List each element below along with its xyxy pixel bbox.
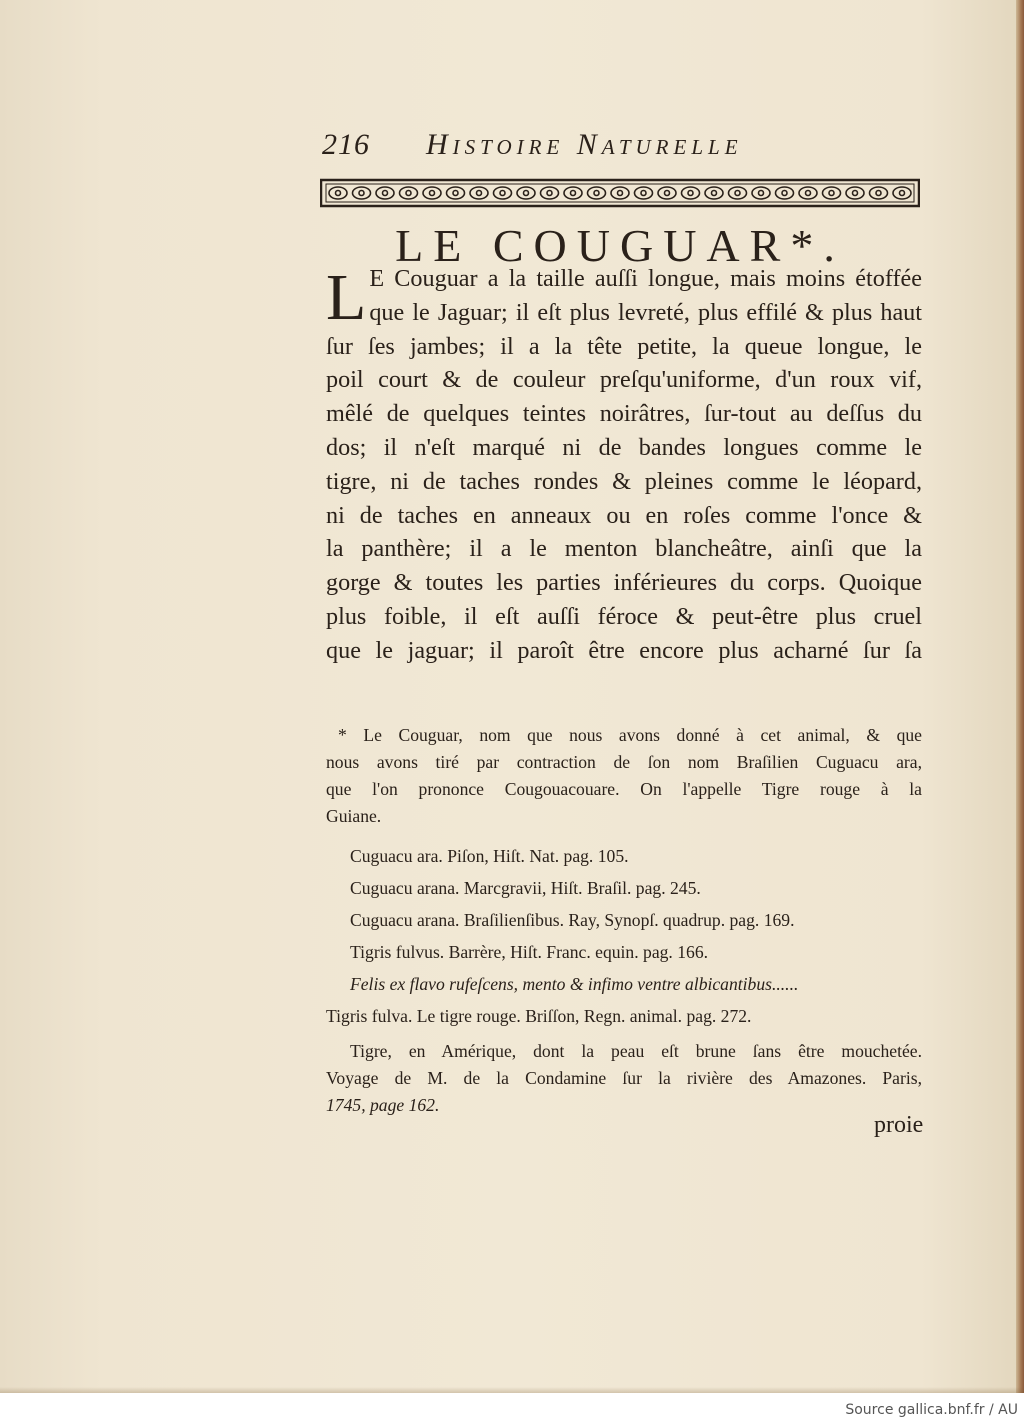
- ornament-dot: [500, 191, 505, 196]
- footnote-line: nous avons tiré par contraction de ſon nom Braſilien Cuguacu ara,: [326, 752, 922, 772]
- reference-entry: Cuguacu arana. Marcgravii, Hiſt. Braſil. pag. 245.: [350, 878, 701, 898]
- source-credit: Source gallica.bnf.fr / AU: [845, 1402, 1018, 1418]
- ornament-dot: [618, 191, 623, 196]
- ornament-dot: [735, 191, 740, 196]
- reference-entry: Cuguacu ara. Piſon, Hiſt. Nat. pag. 105.: [350, 846, 629, 866]
- ornament-link: [470, 187, 488, 199]
- footnote: [326, 722, 922, 1119]
- running-head: [322, 128, 922, 168]
- ornament-dot: [759, 191, 764, 196]
- ornament-link: [588, 187, 606, 199]
- ornament-link: [658, 187, 676, 199]
- ornament-dot: [359, 191, 364, 196]
- ornament-dot: [430, 191, 435, 196]
- ornament-link: [517, 187, 535, 199]
- ornament-dot: [665, 191, 670, 196]
- running-title: Histoire Naturelle: [426, 128, 743, 161]
- chapter-title: LE COUGUAR*.: [395, 220, 845, 271]
- footnote-line: Tigre, en Amérique, dont la peau eſt brune ſans être mouchetée.: [350, 1041, 922, 1061]
- ornament-dot: [876, 191, 881, 196]
- reference-entry: Tigris fulvus. Barrère, Hiſt. Franc. equin. pag. 166.: [350, 942, 709, 962]
- reference-entry: Cuguacu arana. Braſilienſibus. Ray, Synopſ. quadrup. pag. 169.: [350, 910, 795, 930]
- footnote-line: que l'on prononce Cougouacouare. On l'appelle Tigre rouge à la: [326, 779, 922, 799]
- ornament-link: [494, 187, 512, 199]
- ornament-link: [846, 187, 864, 199]
- ornament-link: [799, 187, 817, 199]
- ornament-link: [564, 187, 582, 199]
- drop-capital: L: [326, 261, 367, 334]
- ornament-link: [752, 187, 770, 199]
- ornament-dot: [641, 191, 646, 196]
- body-line: ſur ſes jambes; il a la tête petite, la queue longue, le: [326, 332, 922, 360]
- page-shadow: [0, 1387, 1024, 1393]
- ornament-dot: [900, 191, 905, 196]
- footnote-line: Voyage de M. de la Condamine ſur la rivière des Amazones. Paris,: [326, 1068, 922, 1088]
- ornament-dot: [336, 191, 341, 196]
- ornament-dot: [453, 191, 458, 196]
- body-line: plus foible, il eſt auſſi féroce & peut-être plus cruel: [326, 602, 922, 630]
- ornament-dot: [688, 191, 693, 196]
- ornament-link: [611, 187, 629, 199]
- footnote-line: Guiane.: [326, 806, 382, 826]
- body-line: que le jaguar; il paroît être encore plus acharné ſur ſa: [326, 636, 922, 664]
- ornament-dot: [547, 191, 552, 196]
- reference-entry: Tigris fulva. Le tigre rouge. Briſſon, Regn. animal. pag. 272.: [326, 1006, 752, 1026]
- ornament-link: [447, 187, 465, 199]
- ornament-link: [729, 187, 747, 199]
- ornament-link: [893, 187, 911, 199]
- page-edge: [1016, 0, 1024, 1393]
- ornament-dot: [524, 191, 529, 196]
- body-line: gorge & toutes les parties inférieures du corps. Quoique: [326, 569, 922, 597]
- body-line: E Couguar a la taille auſſi longue, mais moins étoffée: [369, 265, 922, 292]
- ornament-link: [870, 187, 888, 199]
- body-line: la panthère; il a le menton blancheâtre, ainſi que la: [326, 535, 922, 563]
- ornament-dot: [853, 191, 858, 196]
- body-line: mêlé de quelques teintes noirâtres, ſur-tout au deſſus du: [326, 400, 922, 428]
- ornament-link: [400, 187, 418, 199]
- ornament-dot: [594, 191, 599, 196]
- ornament-link: [705, 187, 723, 199]
- ornament-dot: [782, 191, 787, 196]
- ornament-dot: [383, 191, 388, 196]
- ornament-link: [823, 187, 841, 199]
- body-line: dos; il n'eſt marqué ni de bandes longues comme le: [326, 433, 922, 461]
- ornament-dot: [477, 191, 482, 196]
- ornamental-band: [320, 178, 920, 208]
- body-line: tigre, ni de taches rondes & pleines comme le léopard,: [326, 467, 922, 495]
- body-line: poil court & de couleur preſqu'uniforme, d'un roux vif,: [326, 366, 922, 394]
- ornament-dot: [712, 191, 717, 196]
- page-number: 216: [322, 128, 370, 161]
- ornament-link: [635, 187, 653, 199]
- footnote-line: 1745, page 162.: [326, 1095, 440, 1115]
- body-text: [326, 262, 922, 668]
- ornament-dot: [406, 191, 411, 196]
- footnote-line: * Le Couguar, nom que nous avons donné à cet animal, & que: [338, 725, 922, 745]
- ornament-dot: [829, 191, 834, 196]
- catchword: proie: [874, 1112, 924, 1138]
- ornament-link: [329, 187, 347, 199]
- ornament-link: [682, 187, 700, 199]
- ornament-link: [541, 187, 559, 199]
- ornament-link: [423, 187, 441, 199]
- footnote-paragraph: [326, 1038, 922, 1119]
- ornament-link: [776, 187, 794, 199]
- ornament-dot: [806, 191, 811, 196]
- body-line: que le Jaguar; il eſt plus levreté, plus effilé & plus haut: [369, 298, 922, 326]
- reference-list: [326, 840, 922, 1032]
- ornament-dot: [571, 191, 576, 196]
- body-line: ni de taches en anneaux ou en roſes comme l'once &: [326, 501, 922, 529]
- reference-entry: Felis ex flavo rufeſcens, mento & infimo ventre albicantibus......: [350, 974, 799, 994]
- ornament-link: [353, 187, 371, 199]
- ornament-link: [376, 187, 394, 199]
